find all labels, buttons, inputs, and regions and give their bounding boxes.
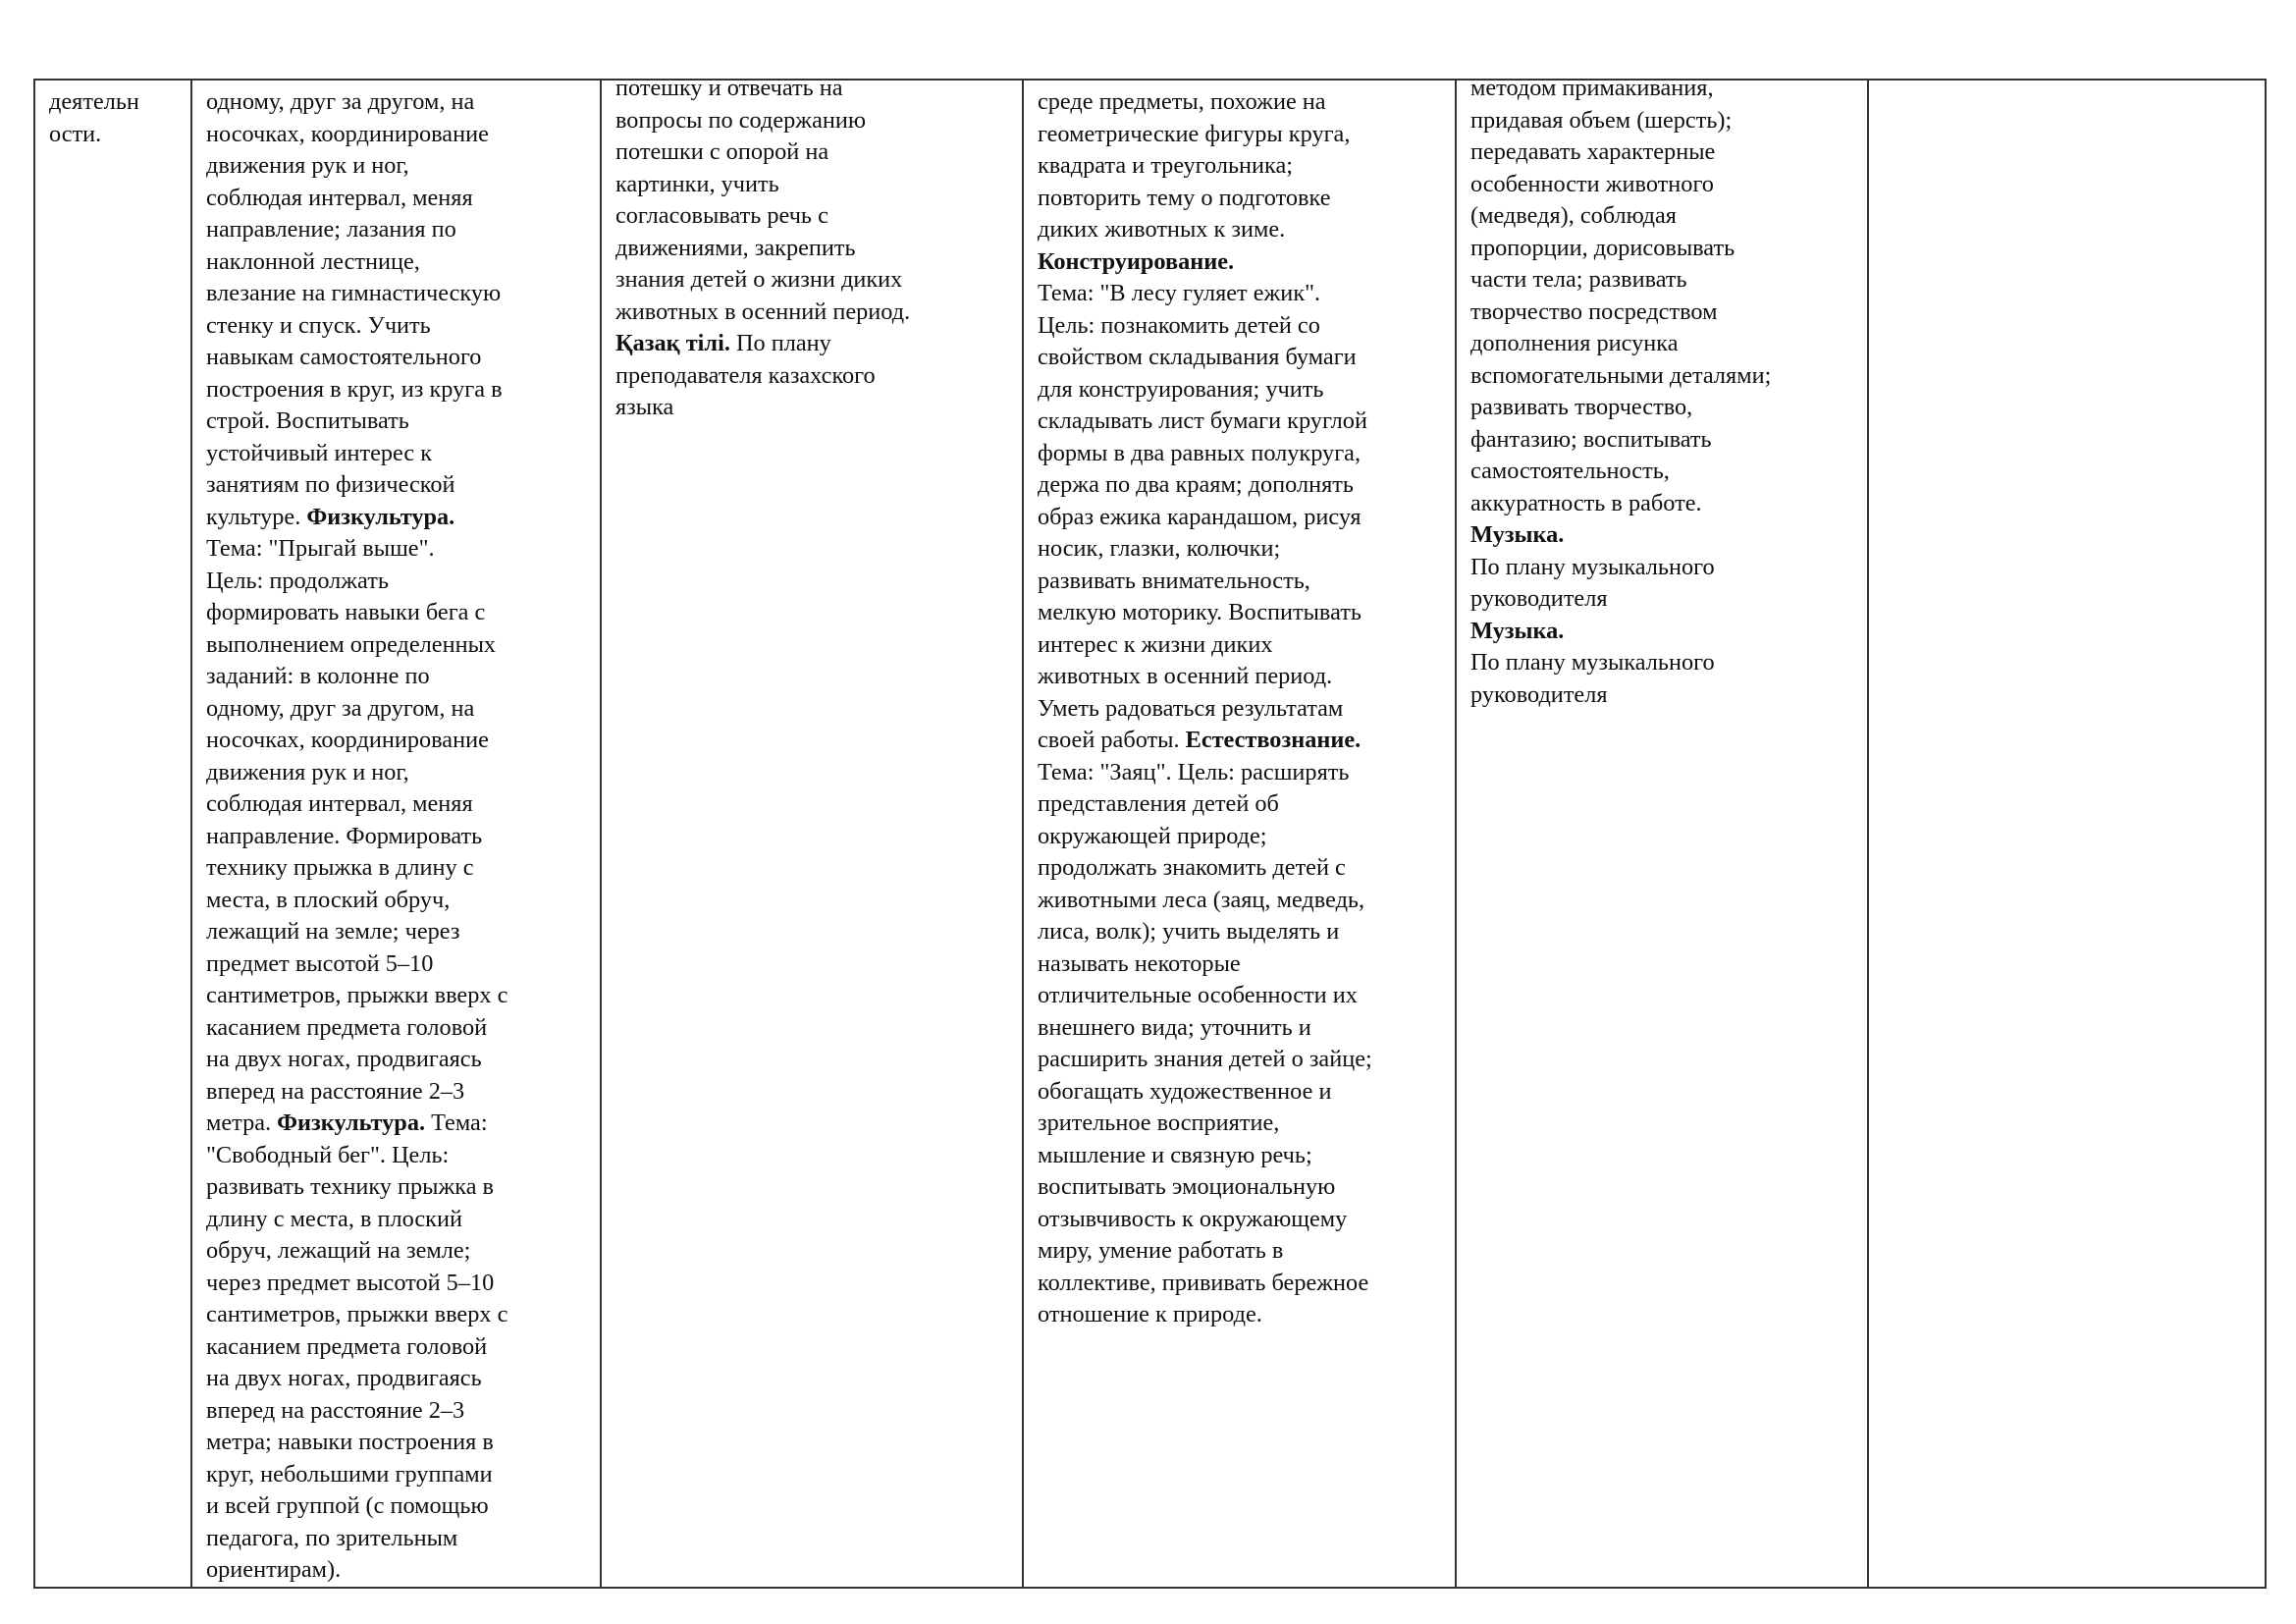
text-line: зрительное восприятие, [1038,1110,1280,1136]
text-line: предмет высотой 5–10 [206,949,434,977]
bold-subject-heading: Физкультура. [306,503,455,530]
text-line: движениями, закрепить [615,234,856,261]
table-cell-empty [1868,80,2266,1588]
text-line: строй. Воспитывать [206,407,409,434]
bold-subject-heading: Физкультура. [277,1110,426,1136]
text-line: называть некоторые [1038,949,1241,977]
text-line: По плану музыкального [1470,649,1715,676]
text-line [206,1108,590,1140]
text-line: интерес к жизни диких [1038,630,1273,658]
text-line: дополнения рисунка [1470,330,1679,356]
text-line [1470,519,1857,552]
text-line: педагога, по зрительным [206,1524,458,1551]
text-line: особенности животного [1470,170,1714,197]
text-line: пропорции, дорисовывать [1470,234,1735,261]
text-line: обогащать художественное и [1038,1077,1332,1105]
text-line: влезание на гимнастическую [206,280,502,306]
text-line: держа по два краям; дополнять [1038,471,1354,498]
text-line: устойчивый интерес к [206,439,433,466]
text-line [1038,246,1445,279]
text-line: обруч, лежащий на земле; [206,1237,471,1264]
text-line: творчество посредством [1470,298,1718,325]
text-line: Уметь радоваться результатам [1038,694,1344,722]
text-line: знания детей о жизни диких [615,266,903,293]
table-cell-construction-science [1023,80,1456,1588]
text-line: Тема: "В лесу гуляет ежик". [1038,280,1321,306]
text-line: сантиметров, прыжки вверх с [206,1301,508,1327]
text-line: Цель: продолжать [206,567,389,594]
text-line: формировать навыки бега с [206,599,486,625]
text-line: лиса, волк); учить выделять и [1038,918,1340,945]
cell-text [615,80,1012,424]
text-line: образ ежика карандашом, рисуя [1038,503,1362,530]
text-line: метра; навыки построения в [206,1429,494,1455]
text-line: круг, небольшими группами [206,1460,493,1488]
text-line: наклонной лестнице, [206,247,420,275]
table-cell-drawing-music [1456,80,1868,1588]
text-line: движения рук и ног, [206,758,409,785]
text-line [206,502,590,534]
text-line: развивать внимательность, [1038,567,1310,594]
text-line: геометрические фигуры круга, [1038,120,1351,147]
cell-text [1038,86,1445,1331]
text-line: направление; лазания по [206,216,456,243]
text-line: продолжать знакомить детей с [1038,854,1346,881]
text-line: отличительные особенности их [1038,982,1358,1008]
text-line: руководителя [1470,680,1608,708]
text-line: вперед на расстояние 2–3 [206,1396,465,1424]
text-line: длину с места, в плоский [206,1205,462,1232]
text-line: развивать творчество, [1470,394,1693,420]
table-cell-physical-education [191,80,601,1588]
bold-subject-heading: Қазақ тілі. [615,330,730,356]
text-line: движения рук и ног, [206,152,409,179]
cell-text [1470,80,1857,711]
text-line: технику прыжка в длину с [206,854,474,881]
text-line: мелкую моторику. Воспитывать [1038,599,1362,625]
text-line: мышление и связную речь; [1038,1141,1312,1168]
text-line: ости. [49,120,102,147]
text-line: передавать характерные [1470,138,1716,165]
text-line: животных в осенний период. [1038,663,1333,689]
text-line: направление. Формировать [206,822,483,849]
text-segment: По плану [729,330,831,356]
text-line: квадрата и треугольника; [1038,152,1294,179]
text-line: преподавателя казахского [615,361,876,389]
text-line: самостоятельность, [1470,458,1670,484]
bold-subject-heading: Естествознание. [1185,727,1362,753]
text-line: свойством складывания бумаги [1038,344,1357,370]
bold-subject-heading: Музыка. [1470,521,1565,548]
text-line: формы в два равных полукруга, [1038,439,1362,466]
text-line: среде предметы, похожие на [1038,88,1326,115]
text-line: аккуратность в работе. [1470,489,1702,516]
cell-text [49,86,181,150]
text-line: диких животных к зиме. [1038,216,1286,243]
text-line: "Свободный бег". Цель: [206,1141,450,1168]
text-line [615,328,1012,360]
table-cell-activity-type [34,80,191,1588]
text-line: на двух ногах, продвигаясь [206,1365,482,1391]
bold-subject-heading: Музыка. [1470,617,1565,644]
text-line: расширить знания детей о зайце; [1038,1046,1372,1072]
cell-text [206,86,590,1587]
text-line: соблюдая интервал, меняя [206,184,473,211]
text-line: методом примакивания, [1470,80,1714,101]
text-line [1038,725,1445,757]
text-line: заданий: в колонне по [206,663,430,689]
text-segment: Тема: [425,1110,488,1136]
text-segment: культуре. [206,503,307,530]
text-line: представления детей об [1038,790,1279,817]
text-line: носочках, координирование [206,120,489,147]
text-line: места, в плоский обруч, [206,886,451,913]
text-line: Цель: познакомить детей со [1038,311,1320,339]
text-line: коллективе, прививать бережное [1038,1269,1369,1296]
text-line: на двух ногах, продвигаясь [206,1046,482,1072]
text-line: занятиям по физической [206,471,455,498]
bold-subject-heading: Конструирование. [1038,247,1235,275]
table-row [34,80,2266,1588]
text-line: фантазию; воспитывать [1470,425,1712,453]
text-line: отношение к природе. [1038,1301,1262,1327]
text-segment: метра. [206,1110,278,1136]
text-line: руководителя [1470,585,1608,612]
text-line: окружающей природе; [1038,822,1267,849]
text-line: внешнего вида; уточнить и [1038,1013,1311,1041]
text-line: языка [615,394,674,420]
text-line [1470,616,1857,648]
text-line: части тела; развивать [1470,266,1687,293]
text-line: вперед на расстояние 2–3 [206,1077,465,1105]
text-line: соблюдая интервал, меняя [206,790,473,817]
text-line: картинки, учить [615,170,779,197]
text-line: одному, друг за другом, на [206,88,475,115]
text-line: складывать лист бумаги круглой [1038,407,1367,434]
text-line: для конструирования; учить [1038,375,1324,403]
text-line: построения в круг, из круга в [206,375,503,403]
table-cell-speech-development [601,80,1023,1588]
text-line: потешки с опорой на [615,138,829,165]
text-line: лежащий на земле; через [206,918,460,945]
text-line: миру, умение работать в [1038,1237,1284,1264]
text-line: Тема: "Заяц". Цель: расширять [1038,758,1350,785]
text-line: согласовывать речь с [615,202,828,229]
text-segment: своей работы. [1038,727,1186,753]
text-line: животных в осенний период. [615,298,911,325]
text-line: повторить тему о подготовке [1038,184,1331,211]
text-line: касанием предмета головой [206,1332,488,1360]
text-line: стенку и спуск. Учить [206,311,431,339]
text-line: По плану музыкального [1470,553,1715,580]
text-line: развивать технику прыжка в [206,1173,495,1200]
text-line: и всей группой (с помощью [206,1492,489,1519]
text-line: деятельн [49,88,139,115]
text-line: потешку и отвечать на [615,80,843,101]
text-line: касанием предмета головой [206,1013,488,1041]
lesson-plan-table [33,79,2267,1589]
text-line: отзывчивость к окружающему [1038,1205,1348,1232]
text-line: носочках, координирование [206,727,489,753]
text-line: вопросы по содержанию [615,106,867,134]
text-line: навыкам самостоятельного [206,344,482,370]
text-line: одному, друг за другом, на [206,694,475,722]
text-line: через предмет высотой 5–10 [206,1269,495,1296]
text-line: (медведя), соблюдая [1470,202,1677,229]
text-line: сантиметров, прыжки вверх с [206,982,508,1008]
text-line: придавая объем (шерсть); [1470,106,1733,134]
text-line: выполнением определенных [206,630,497,658]
text-line: животными леса (заяц, медведь, [1038,886,1365,913]
text-line: ориентирам). [206,1556,342,1583]
text-line: вспомогательными деталями; [1470,361,1772,389]
document-page [33,79,2265,1584]
text-line: Тема: "Прыгай выше". [206,535,435,562]
text-line: носик, глазки, колючки; [1038,535,1281,562]
text-line: воспитывать эмоциональную [1038,1173,1336,1200]
